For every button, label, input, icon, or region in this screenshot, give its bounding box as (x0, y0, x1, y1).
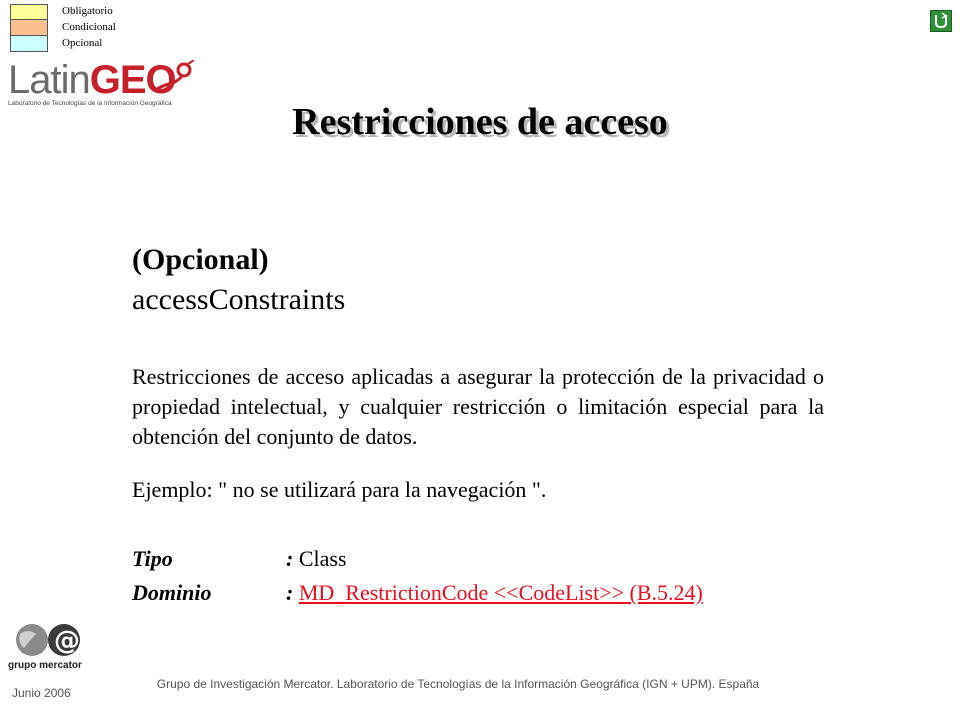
logo-swirl-icon (154, 60, 198, 94)
field-description: Restricciones de acceso aplicadas a asegurar la protección de la privacidad o propiedad intelectual, y cualquier restricción o limitación especial para la obtención del conjunto de datos. (132, 364, 824, 449)
tipo-value: Class (298, 546, 347, 571)
footer-text: Grupo de Investigación Mercator. Laboratorio de Tecnologías de la Información Geográfica (IGN + UPM). España (156, 677, 760, 691)
mercator-globe-icon (6, 620, 98, 680)
legend-label-opcional: Opcional (62, 37, 103, 49)
dominio-link[interactable]: MD_RestrictionCode <<CodeList>> (B.5.24) (298, 580, 703, 605)
mercator-label: grupo mercator (8, 660, 82, 671)
tipo-label: Tipo (132, 546, 173, 571)
legend-swatch-obligatorio (10, 4, 48, 20)
legend-label-condicional: Condicional (62, 21, 116, 33)
logo-wordmark (8, 58, 176, 102)
tipo-colon: : (286, 546, 294, 571)
dominio-label: Dominio (132, 580, 212, 605)
grupo-mercator-logo (6, 620, 98, 680)
slide-title: Restricciones de acceso (292, 101, 668, 143)
legend-swatch-condicional (10, 20, 48, 36)
logo-geo-text: GEO (89, 58, 176, 102)
dominio-colon: : (286, 580, 294, 605)
footer-date: Junio 2006 (12, 686, 71, 700)
legend-label-obligatorio: Obligatorio (62, 5, 113, 17)
tipo-row (132, 546, 824, 572)
legend-swatch-opcional (10, 36, 48, 52)
obligation-heading: (Opcional) (132, 243, 269, 276)
u-logo-icon (931, 11, 951, 31)
logo-latin-text: Latin (8, 58, 90, 102)
svg-text:@: @ (54, 626, 80, 656)
dominio-row (132, 580, 824, 606)
field-name: accessConstraints (132, 283, 346, 316)
field-example: Ejemplo: " no se utilizará para la navegación ". (132, 477, 547, 502)
logo-subtitle: Laboratorio de Tecnologías de la Información Geográfica (8, 100, 172, 107)
nav-logo-button[interactable] (930, 10, 952, 32)
